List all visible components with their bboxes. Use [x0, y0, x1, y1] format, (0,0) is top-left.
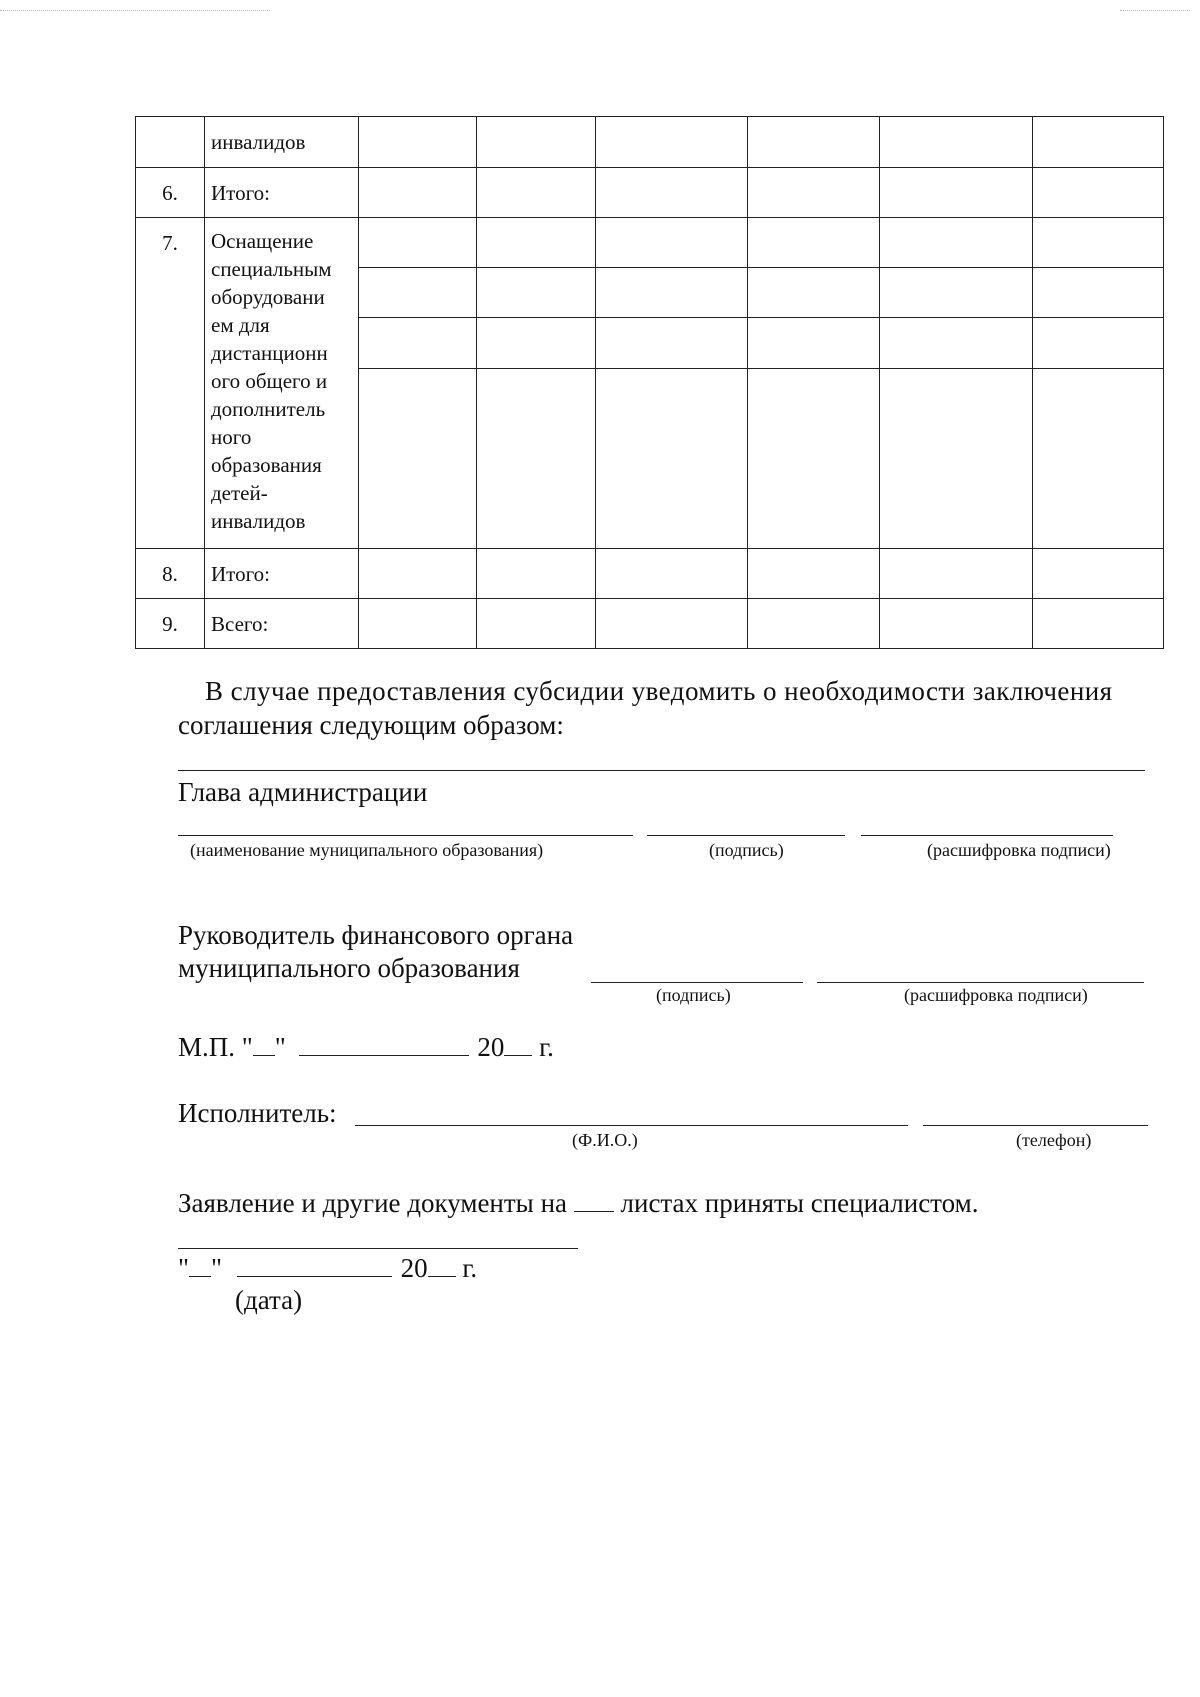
row-label: Итого:: [205, 168, 359, 218]
head-decoding-field[interactable]: [861, 835, 1113, 836]
table-cell: [1033, 168, 1164, 218]
table-cell: [748, 549, 880, 599]
acceptance-text-before: Заявление и другие документы на: [178, 1188, 568, 1218]
notice-blank-line[interactable]: [178, 770, 1145, 771]
table-cell-split: [1033, 218, 1164, 549]
table-cell: [477, 168, 596, 218]
table-row: [136, 168, 1164, 218]
table-row: [136, 549, 1164, 599]
finance-head-title-1: Руководитель финансового органа: [178, 920, 574, 950]
notice-line-1: В случае предоставления субсидии уведомить о необходимости заключения: [205, 676, 1113, 706]
row-label-line: образования: [211, 453, 322, 477]
table-cell: [748, 599, 880, 649]
table-row: [136, 599, 1164, 649]
head-signature-field[interactable]: [647, 835, 845, 836]
table-cell: [748, 117, 880, 168]
specialist-field[interactable]: [178, 1248, 578, 1249]
label-executor-fio: (Ф.И.О.): [572, 1130, 638, 1150]
notice-line-2: соглашения следующим образом:: [178, 710, 564, 740]
row-label-line: ем для: [211, 313, 270, 337]
stamp-quote-close: ": [274, 1032, 286, 1062]
stamp-year-prefix: 20: [477, 1032, 505, 1062]
table-cell-split: [596, 218, 748, 549]
acceptance-date-line: [178, 1253, 477, 1284]
executor-phone-field[interactable]: [923, 1125, 1148, 1126]
row-label-line: оборудовани: [211, 285, 325, 309]
acceptance-month-field[interactable]: [237, 1276, 392, 1277]
table-cell-split: [477, 218, 596, 549]
table-cell: [477, 117, 596, 168]
municipality-name-field[interactable]: [178, 835, 633, 836]
table-cell: [748, 168, 880, 218]
table-cell: [1033, 599, 1164, 649]
label-executor-phone: (телефон): [1016, 1130, 1092, 1150]
label-finance-signature: (подпись): [656, 985, 731, 1005]
stamp-day-field[interactable]: [253, 1055, 275, 1056]
label-acceptance-date: (дата): [235, 1285, 303, 1315]
table-cell: [477, 599, 596, 649]
stamp-year-field[interactable]: [504, 1055, 532, 1056]
table-cell: [359, 168, 477, 218]
stamp-quote-open: ": [241, 1032, 253, 1062]
scan-edge-right: [1120, 10, 1190, 11]
head-admin-title: Глава администрации: [178, 777, 428, 807]
acceptance-day-field[interactable]: [189, 1276, 211, 1277]
table-cell-split: [359, 218, 477, 549]
stamp-month-field[interactable]: [299, 1055, 469, 1056]
row-number: 6.: [136, 168, 205, 218]
acceptance-year-prefix: 20: [400, 1253, 428, 1283]
row-label-line: детей-: [211, 481, 268, 505]
table-cell: [1033, 117, 1164, 168]
row-label-line: специальным: [211, 257, 332, 281]
acceptance-year-field[interactable]: [428, 1276, 456, 1277]
stamp-date-line: [178, 1032, 554, 1063]
executor-fio-field[interactable]: [355, 1125, 908, 1126]
label-municipality: (наименование муниципального образования): [190, 840, 544, 860]
row-number: 8.: [136, 549, 205, 599]
row-label-line: Оснащение: [211, 229, 314, 253]
acceptance-line: [178, 1188, 978, 1219]
acceptance-quote-close: ": [211, 1253, 223, 1283]
table-cell: [596, 549, 748, 599]
table-cell: [596, 168, 748, 218]
table-cell: [880, 117, 1033, 168]
scan-edge-left: [0, 10, 270, 11]
table-cell: [596, 599, 748, 649]
row-number: [136, 117, 205, 168]
table-row: [136, 218, 1164, 549]
finance-head-title-2: муниципального образования: [178, 953, 520, 983]
table-cell: [880, 599, 1033, 649]
stamp-year-suffix: г.: [539, 1032, 554, 1062]
row-label: инвалидов: [205, 117, 359, 168]
table-cell: [596, 117, 748, 168]
row-number: 9.: [136, 599, 205, 649]
acceptance-text-after: листах приняты специалистом.: [620, 1188, 979, 1218]
table-row: [136, 117, 1164, 168]
row-label: Всего:: [205, 599, 359, 649]
executor-label: Исполнитель:: [178, 1098, 337, 1128]
table-cell: [880, 168, 1033, 218]
finance-decoding-field[interactable]: [817, 982, 1144, 983]
acceptance-year-suffix: г.: [462, 1253, 478, 1283]
table-cell: [880, 549, 1033, 599]
row-label-multiline: [205, 218, 359, 549]
row-label-line: дополнитель: [211, 397, 326, 421]
finance-signature-field[interactable]: [591, 982, 803, 983]
label-finance-decoding: (расшифровка подписи): [904, 985, 1088, 1005]
row-label-line: ного: [211, 425, 252, 449]
sheets-count-field[interactable]: [574, 1211, 614, 1212]
row-label-line: дистанционн: [211, 341, 328, 365]
table-cell: [359, 549, 477, 599]
row-number: 7.: [136, 218, 205, 549]
expense-table: [135, 116, 1164, 649]
row-label: Итого:: [205, 549, 359, 599]
row-label-line: инвалидов: [211, 509, 306, 533]
table-cell: [359, 117, 477, 168]
label-head-decoding: (расшифровка подписи): [927, 840, 1111, 860]
table-cell: [359, 599, 477, 649]
table-cell-split: [748, 218, 880, 549]
stamp-mp: М.П.: [178, 1032, 236, 1062]
table-cell: [477, 549, 596, 599]
row-label-line: ого общего и: [211, 369, 328, 393]
table-cell: [1033, 549, 1164, 599]
table-cell-split: [880, 218, 1033, 549]
label-head-signature: (подпись): [709, 840, 784, 860]
acceptance-quote-open: ": [178, 1253, 190, 1283]
